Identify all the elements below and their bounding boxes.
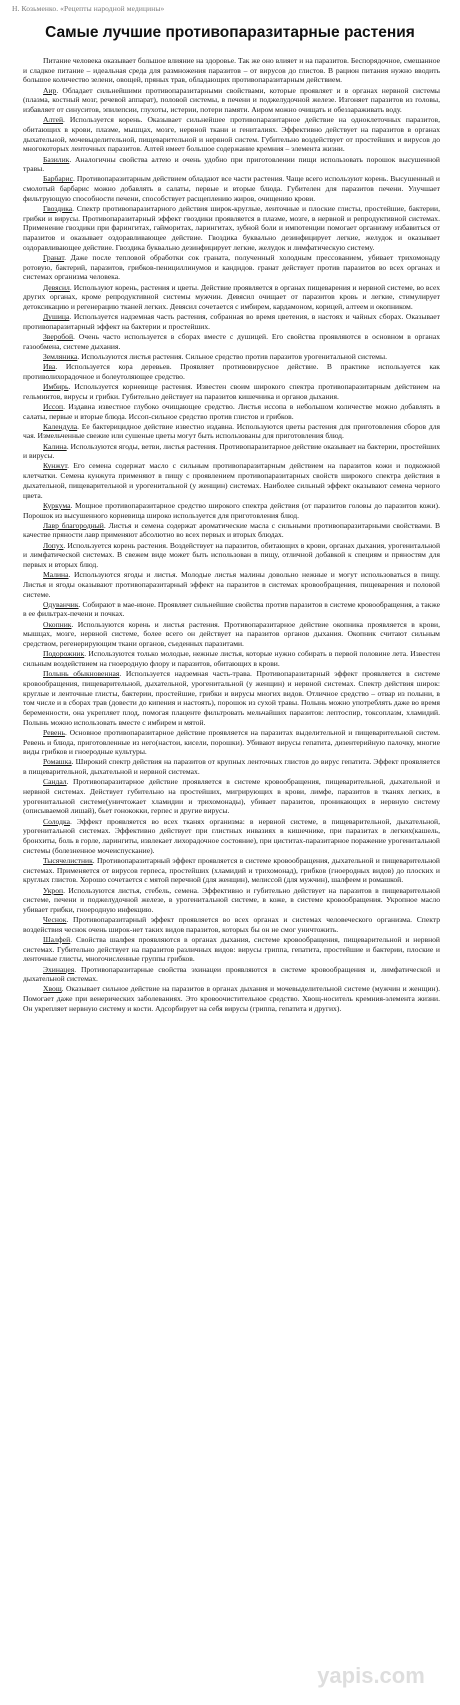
plant-entry: Девясил. Используют корень, растения и цветы. Действие проявляется в органах пищеварения и нервной системе, во всех других органах, кроме репродуктивной системы мужчин. Девясил очищает от паразитов кровь и легкие, стимулирует детоксикацию и регенерацию тканей легких. Девясил сочетается с имбирем, кардамоном, корицей, алтеем и окопником. [23, 282, 441, 312]
plant-entry: Хвощ. Оказывает сильное действие на паразитов в органах дыхания и мочевыделительной системе (мужчин и женщин). Помогает даже при венерических заболеваниях. Это кровоочистительное средство. Хвощ-носитель кремния-элемента жизни. Он укрепляет нервную систему и кости. Адсорбирует на себя вирусы (гриппа, гепатита и других). [23, 984, 441, 1013]
plant-description: Противопаразитарным действием обладают все части растения. Чаще всего используют корень. Высушенный и смолотый барбарис можно добавлять в салаты, первые и вторые блюда. Губителен для паразитов печени. Улучшает фильтрующую способности печени, способствует расщеплению жиров, очищению крови. [23, 174, 440, 203]
plant-name: Тысячелистник [43, 855, 93, 865]
plant-description: Широкий спектр действия на паразитов от крупных ленточных глистов до вирус гепатита. Эффект проявляется в пищеварительной, дыхательной и нервной системах. [23, 757, 441, 777]
plant-name: Аир [43, 85, 57, 95]
plant-entry: Алтей. Используется корень. Оказывает сильнейшее противопаразитарное действие на одноклеточных паразитов, обитающих в крови, плазме, мышцах, мозге, нервной ткани и гениталиях. Эффективно действует на паразитов в органах дыхательной, мочевыделительной, пищеварительной и нервной систем. Губительно воздействует от простейших и вирусов до многокоторых ленточных паразитов. Алтей имеет большое содержание кремния – элемента жизни. [23, 115, 441, 154]
plant-entry: Лопух. Используется корень растения. Воздействует на паразитов, обитающих в крови, органах дыхания, урогенитальной и лимфатической системах. В свежем виде может быть использован в пищу, отличной добавкой к специям и пряностям для первых и вторых блюд. [23, 540, 441, 569]
plant-name: Подорожник [43, 649, 85, 659]
plant-description: Используются только молодые, нежные листья, которые нужно собирать в первой половине лета. Известен сильным воздействием на гноеродную флору и паразитов, обитающих в крови. [23, 649, 441, 668]
plant-name: Полынь обыкновенная [43, 669, 120, 679]
plant-entry: Базилик. Аналогичны свойства алтею и очень удобно при приготовлении пищи использовать порошок высушенной травы. [23, 154, 440, 174]
plant-entry: Кунжут. Его семена содержат масло с сильным противопаразитарным действием на паразитов кожи и подкожной клетчатки. Семена кунжута применяют в пищу с проявлением противопаразитарных свойств широкого спектра действия в дыхательной, пищеварительной и урогенитальной (у женщин) системах. Наиболее сильный эффект оказывают семена черного цвета. [23, 461, 440, 500]
plant-name: Ива [43, 362, 56, 372]
plant-description: Используется корень растения. Воздействует на паразитов, обитающих в крови, органах дыхания, урогенитальной и лимфатической системах. В свежем виде может быть использован в пищу, отличной добавкой к специям и пряностям для первых и вторых блюд. [23, 540, 441, 569]
plant-description: Используется кора деревьев. Проявляет противовирусное действие. В практике используется как противолихорадочное и болеутоляющее средство. [23, 362, 440, 381]
plant-entry: Одуванчик. Собирают в мае-июне. Проявляет сильнейшие свойства против паразитов в системе кровообращения, а также в ее фильтрах-печени и почках. [23, 599, 440, 619]
plant-description: Очень часто используется в сборах вместе с душицей. Его свойства проявляются в основном в органах газообмена, системе дыхания. [23, 332, 440, 351]
plant-description: Даже после тепловой обработки сок граната, полученный холодным прессованием, убивает трихомонаду ротовую, бактерий, паразитов, грибков-пенициллинумов и кандидов. гранат действует против паразитов во всех органах и системах организма человека. [23, 253, 441, 282]
plant-entry: Калина. Используются ягоды, ветви, листья растения. Противопаразитарное действие оказывает на бактерии, простейших и вирусы. [23, 441, 440, 461]
plant-entry: Ива. Используется кора деревьев. Проявляет противовирусное действие. В практике используется как противолихорадочное и болеутоляющее средство. [23, 362, 440, 381]
plant-name: Зверобой [43, 332, 74, 342]
plant-description: Свойства шалфея проявляются в органах дыхания, системе кровообращения, пищеварительной и нервной системах. Губительно действует на паразитов различных видов: вирусы гриппа, гепатита, простейшие и бактерии, плоские и ленточные глисты, многочисленные группы грибков. [23, 934, 440, 964]
plant-name: Кунжут [43, 461, 68, 471]
running-header: Н. Козьменко. «Рецепты народной медицины» [12, 4, 165, 13]
plant-description: Используют корень, растения и цветы. Действие проявляется в органах пищеварения и нервной системе, во всех других органах, кроме репродуктивной системы мужчин. Девясил очищает от паразитов кровь и легкие, стимулирует детоксикацию и регенерацию тканей легких. Девясил сочетается с имбирем, кардамоном, корицей, алтеем и окопником. [23, 282, 441, 312]
plant-name: Чеснок [43, 915, 67, 925]
plant-name: Окопник [43, 619, 72, 629]
plant-description: Листья и семена содержат ароматические масла с сильными противопаразитарными свойствами. В качестве пряности лавр применяют абсолютно во всех первых и вторых блюдах. [23, 520, 441, 540]
plant-description: Используются листья растения. Сильное средство против паразитов урогенитальной системы. [81, 351, 387, 361]
plant-description: Основное противопаразитарное действие проявляется на паразитах выделительной и пищеварительной систем. Ревень и блюда, приготовленные из него(настои, кисели, порошки). Убивают вирусы гепатита, дизентерийную палочку, многие виды грибков и гноеродные культуры. [23, 727, 441, 757]
plant-entry: Эхинацея. Противопаразитарные свойства эхинацеи проявляются в системе кровообращения и, лимфатической и дыхательной системах. [23, 964, 441, 984]
plant-entry: Иссоп. Издавна известное глубоко очищающее средство. Листья иссопа в небольшом количестве можно добавлять в салаты, первые и вторые блюда. Иссоп-сильное средство против глистов и грибков. [23, 401, 441, 421]
plant-entry: Гвоздика. Спектр противопаразитарного действия широк-круглые, ленточные и плоские глисты, простейшие, бактерии, грибки и вирусы. Противопаразитарный эффект гвоздики проявляется в плазме, мозге, в нервной и репродуктивной системах. Применение гвоздики при фарингитах, гайморитах, ларингитах, зубной боли и импотенции помогает организму избавиться от паразитов и оказывает оздоравливающее действие. Гвоздика буквально дезинфицирует легкие, желудок и оказывает оздоравливающее действие. Гвоздика буквально дезинфицирует легкие, желудок и лимфатическую систему. [23, 203, 440, 252]
plant-name: Имбирь [43, 381, 69, 391]
plant-entry: Подорожник. Используются только молодые, нежные листья, которые нужно собирать в первой половине лета. Известен сильным воздействием на гноеродную флору и паразитов, обитающих в крови. [23, 649, 441, 668]
plant-name: Алтей [43, 115, 64, 125]
plant-entry: Имбирь. Используется корневище растения. Известен своим широкого спектра противопаразитарным действием на гельминтов, вирусы и грибки. Губительно действует на паразитов кишечника и органов дыхания. [23, 381, 441, 401]
plant-description: Противопаразитарное действие проявляется в системе кровообращения, пищеварительной, дыхательной и нервной системах. Действует губительно на простейших, мигрирующих в крови, лимфе, паразитов в тканях легких, в урогенитальной системе(уничтожает хламидии и трихомонады), убивает паразитов, проникающих в нервную систему (описываемой лишай), бьет гонококки, герпес и другие вирусы. [23, 777, 440, 816]
plant-name: Ромашка [43, 757, 72, 767]
plant-description: Противопаразитарный эффект проявляется во всех органах и системах человеческого организма. Спектр воздействия чеснок очень широк-нет таких видов паразитов, которых бы он не смог уничтожить. [23, 915, 440, 934]
plant-description: Аналогичны свойства алтею и очень удобно при приготовлении пищи использовать порошок высушенной травы. [23, 154, 440, 174]
plant-description: Обладает сильнейшими противопаразитарными свойствами, которые проявляет и в органах нервной системы (плазма, костный мозг, речевой аппарат), половой системы, в печени и поджелудочной железе. Изгоняет паразитов из головы, избавляет от синуситов, эпилепсии, глухоты, истерии, потери памяти. Аиром можно очищать и обеззараживать воду. [23, 85, 441, 115]
plant-entry: Солодка. Эффект проявляется во всех тканях организма: в нервной системе, в пищеварительной, дыхательной, урогенитальной системах. Эффективно действует при глистных инвазиях в кишечнике, при паразитах в легких(кашель, бронхиты, боль в горле, ларингиты, извлекает лихорадочное состояние), при циститах-паразитарное поражение урогенитальной системы (болезненное мочеиспускание). [23, 816, 440, 855]
watermark-logo [296, 1659, 446, 1691]
plant-entry: Ромашка. Широкий спектр действия на паразитов от крупных ленточных глистов до вирус гепатита. Эффект проявляется в пищеварительной, дыхательной и нервной системах. [23, 757, 441, 777]
plant-entry: Ревень. Основное противопаразитарное действие проявляется на паразитах выделительной и пищеварительной систем. Ревень и блюда, приготовленные из него(настои, кисели, порошки). Убивают вирусы гепатита, дизентерийную палочку, многие виды грибков и гноеродные культуры. [23, 727, 441, 757]
plant-description: Используется надземная часть-трава. Противопаразитарный эффект проявляется в системе кровообращения, пищеварительной, дыхательной, урогенитальной (у женщин) и нервной системах. Спектр действия широк: круглые и ленточные глисты, бактерии, простейшие, грибки и вирусы многих видов. Отличное средство – отвар из полыни, в том числе и в сборах трав (довести до кипения и настоять), порошок из сухой травы. Полынь можно употреблять даже во время беременности, она укрепляет плод, помогая плаценте фильтровать мельчайших паразитов: лептоспир, токсоплазм, хламидий. Полынь можно использовать вместе с имбирем и мятой. [23, 669, 440, 727]
plant-description: Используются корень и листья растения. Противопаразитарное действие окопника проявляется в крови, мышцах, мозге, нервной системе, более всего он действует на паразитов органов дыхания. Окопник считают сильным средством, регенерирующим ткани органов, съеденных паразитами. [23, 619, 440, 649]
plant-description: Ее бактерицидное действие известно издавна. Используются цветы растения для приготовления сборов для чая. Измельченные свежие или сушеные цветы могут быть использованы для приготовления блюд. [23, 421, 440, 441]
plant-description: Спектр противопаразитарного действия широк-круглые, ленточные и плоские глисты, простейшие, бактерии, грибки и вирусы. Противопаразитарный эффект гвоздики проявляется в плазме, мозге, в нервной и репродуктивной системах. Применение гвоздики при фарингитах, гайморитах, ларингитах, зубной боли и импотенции помогает организму избавиться от паразитов и оказывает оздоравливающее действие. Гвоздика буквально дезинфицирует легкие, желудок и оказывает оздоравливающее действие. Гвоздика буквально дезинфицирует легкие, желудок и лимфатическую систему. [23, 203, 440, 252]
plant-entry: Чеснок. Противопаразитарный эффект проявляется во всех органах и системах человеческого организма. Спектр воздействия чеснок очень широк-нет таких видов паразитов, которых бы он не смог уничтожить. [23, 915, 440, 934]
article-body [23, 56, 440, 1699]
plant-name: Малина [43, 570, 69, 580]
plant-description: Издавна известное глубоко очищающее средство. Листья иссопа в небольшом количестве можно добавлять в салаты, первые и вторые блюда. Иссоп-сильное средство против глистов и грибков. [23, 401, 441, 421]
plant-description: Его семена содержат масло с сильным противопаразитарным действием на паразитов кожи и подкожной клетчатки. Семена кунжута применяют в пищу с проявлением противопаразитарных свойств широкого спектра действия в дыхательной, пищеварительной и урогенитальной (у женщин) системах. Наиболее сильный эффект оказывают семена черного цвета. [23, 461, 440, 500]
plant-name: Девясил [43, 282, 70, 292]
plant-description: Оказывает сильное действие на паразитов в органах дыхания и мочевыделительной системе (мужчин и женщин). Помогает даже при венерических заболеваниях. Это кровоочистительное средство. Хвощ-носитель кремния-элемента жизни. Он укрепляет нервную систему и кости. Адсорбирует на себя вирусы (гриппа, гепатита и других). [23, 984, 441, 1013]
plant-entry: Полынь обыкновенная. Используется надземная часть-трава. Противопаразитарный эффект проявляется в системе кровообращения, пищеварительной, дыхательной, урогенитальной (у женщин) и нервной системах. Спектр действия широк: круглые и ленточные глисты, бактерии, простейшие, грибки и вирусы многих видов. Отличное средство – отвар из полыни, в том числе и в сборах трав (довести до кипения и настоять), порошок из сухой травы. Полынь можно употреблять даже во время беременности, она укрепляет плод, помогая плаценте фильтровать мельчайших паразитов: лептоспир, токсоплазм, хламидий. Полынь можно использовать вместе с имбирем и мятой. [23, 669, 440, 727]
plant-entry: Земляника. Используются листья растения. Сильное средство против паразитов урогенитальной системы. [43, 351, 387, 361]
plant-description: Используются листья, стебель, семена. Эффективно и губительно действует на паразитов в пищеварительной системе, печени и поджелудочной железе, в урогенитальной системе, в коже, в системе кровообращения. Укропное масло убивает грибки, гноеродную инфекцию. [23, 885, 441, 914]
plant-entry: Окопник. Используются корень и листья растения. Противопаразитарное действие окопника проявляется в крови, мышцах, мозге, нервной системе, более всего он действует на паразитов органов дыхания. Окопник считают сильным средством, регенерирующим ткани органов, съеденных паразитами. [23, 619, 440, 649]
plant-entry: Гранат. Даже после тепловой обработки сок граната, полученный холодным прессованием, убивает трихомонаду ротовую, бактерий, паразитов, грибков-пенициллинумов и кандидов. гранат действует против паразитов во всех органах и системах организма человека. [23, 253, 441, 282]
plant-description: Используются ягоды и листья. Молодые листья малины довольно нежные и могут использоваться в пищу. Листья и ягоды оказывают противопаразитарный эффект на паразитов в системах кровообращения, пищеварения и половой системе. [23, 570, 441, 599]
plant-description: Мощное противопаразитарное средство широкого спектра действия (от паразитов головы до паразитов кожи). Порошок из высушенного корневища широко используется для приготовления блюд. [23, 500, 440, 520]
plant-name: Гвоздика [43, 203, 73, 213]
plant-name: Хвощ [43, 984, 62, 994]
plant-name: Шалфей [43, 934, 71, 944]
plant-entry: Барбарис. Противопаразитарным действием обладают все части растения. Чаще всего используют корень. Высушенный и смолотый барбарис можно добавлять в салаты, первые и вторые блюда. Губителен для паразитов печени. Улучшает фильтрующую способности печени, способствует расщеплению жиров, очищению крови. [23, 174, 440, 203]
plant-entry: Душица. Используется надземная часть растения, собранная во время цветения, в настоях и чайных сборах. Оказывает противопаразитарный эффект на бактерии и простейших. [23, 312, 440, 331]
plant-name: Календула [43, 421, 78, 431]
plant-name: Эхинацея [43, 964, 75, 974]
svg-text:yapis.com: yapis.com [317, 1663, 425, 1688]
plant-description: Используется корневище растения. Известен своим широкого спектра противопаразитарным действием на гельминтов, вирусы и грибки. Губительно действует на паразитов кишечника и органов дыхания. [23, 381, 441, 401]
plant-description: Противопаразитарный эффект проявляется в системе кровообращения, дыхательной и пищеварительной системах. Применяется от вирусов герпеса, простейших (хламидий и трихомонад), грибков (гноеродных видов) до плоских и круглых глистов. Хорошо сочетается с мятой перечной (для женщин), мелиссой (для мужчин), шалфеем и ромашкой. [23, 855, 440, 885]
plant-name: Лопух [43, 540, 64, 550]
plant-name: Гранат [43, 253, 65, 262]
plant-name: Калина [43, 441, 67, 451]
plant-entry: Малина. Используются ягоды и листья. Молодые листья малины довольно нежные и могут использоваться в пищу. Листья и ягоды оказывают противопаразитарный эффект на паразитов в системах кровообращения, пищеварения и половой системе. [23, 570, 441, 599]
plant-description: Собирают в мае-июне. Проявляет сильнейшие свойства против паразитов в системе кровообращения, а также в ее фильтрах-печени и почках. [23, 599, 440, 619]
intro-paragraph: Питание человека оказывает большое влияние на здоровье. Так же оно влияет и на паразитов. Беспорядочное, смешанное и сладкое питание – идеальная среда для размножения паразитов – от вирусов до глистов. В рацион питания нужно вводить большое количество зелени, овощей, пряных трав, обладающих противопаразитарным действием. [23, 56, 440, 85]
article-title: Самые лучшие противопаразитарные растения [45, 24, 415, 41]
plant-description: Используются ягоды, ветви, листья растения. Противопаразитарное действие оказывает на бактерии, простейших и вирусы. [23, 441, 440, 461]
plant-name: Одуванчик [43, 599, 79, 609]
plant-description: Противопаразитарные свойства эхинацеи проявляются в системе кровообращения и, лимфатической и дыхательной системах. [23, 964, 441, 984]
plant-entry: Куркума. Мощное противопаразитарное средство широкого спектра действия (от паразитов головы до паразитов кожи). Порошок из высушенного корневища широко используется для приготовления блюд. [23, 500, 440, 520]
plant-entry: Тысячелистник. Противопаразитарный эффект проявляется в системе кровообращения, дыхательной и пищеварительной системах. Применяется от вирусов герпеса, простейших (хламидий и трихомонад), грибков (гноеродных видов) до плоских и круглых глистов. Хорошо сочетается с мятой перечной (для женщин), мелиссой (для мужчин), шалфеем и ромашкой. [23, 855, 440, 885]
plant-description: Эффект проявляется во всех тканях организма: в нервной системе, в пищеварительной, дыхательной, урогенитальной системах. Эффективно действует при глистных инвазиях в кишечнике, при паразитах в легких(кашель, бронхиты, боль в горле, ларингиты, извлекает лихорадочное состояние), при циститах-паразитарное поражение урогенитальной системы (болезненное мочеиспускание). [23, 816, 440, 855]
plant-description: Используется надземная часть растения, собранная во время цветения, в настоях и чайных сборах. Оказывает противопаразитарный эффект на бактерии и простейших. [23, 312, 440, 331]
plant-entry: Шалфей. Свойства шалфея проявляются в органах дыхания, системе кровообращения, пищеварительной и нервной системах. Губительно действует на паразитов различных видов: вирусы гриппа, гепатита, простейшие и бактерии, плоские и ленточные глисты, многочисленные группы грибков. [23, 934, 440, 964]
plant-name: Куркума [43, 500, 71, 510]
plant-name: Душица [43, 312, 70, 322]
plant-entry: Сандал. Противопаразитарное действие проявляется в системе кровообращения, пищеварительной, дыхательной и нервной системах. Действует губительно на простейших, мигрирующих в крови, лимфе, паразитов в тканях легких, в урогенитальной системе(уничтожает хламидии и трихомонады), убивает паразитов, проникающих в нервную систему (описываемой лишай), бьет гонококки, герпес и другие вирусы. [23, 777, 440, 816]
plant-name: Земляника [43, 351, 78, 361]
plant-name: Солодка [43, 816, 70, 826]
plant-entry: Аир. Обладает сильнейшими противопаразитарными свойствами, которые проявляет и в органах нервной системы (плазма, костный мозг, речевой аппарат), половой системы, в печени и поджелудочной железе. Изгоняет паразитов из головы, избавляет от синуситов, эпилепсии, глухоты, истерии, потери памяти. Аиром можно очищать и обеззараживать воду. [23, 85, 441, 115]
plant-description: Используется корень. Оказывает сильнейшее противопаразитарное действие на одноклеточных паразитов, обитающих в крови, плазме, мышцах, мозге, нервной ткани и гениталиях. Эффективно действует на паразитов в органах дыхательной, мочевыделительной, пищеварительной и нервной систем. Губительно воздействует от простейших и вирусов до многокоторых ленточных паразитов. Алтей имеет большое содержание кремния – элемента жизни. [23, 115, 441, 154]
plant-list [23, 86, 440, 1014]
plant-name: Сандал [43, 777, 67, 787]
plant-name: Иссоп [43, 401, 64, 411]
plant-name: Барбарис [43, 174, 73, 184]
plant-name: Укроп [43, 885, 64, 895]
plant-name: Лавр благородный [43, 520, 104, 530]
plant-entry: Календула. Ее бактерицидное действие известно издавна. Используются цветы растения для приготовления сборов для чая. Измельченные свежие или сушеные цветы могут быть использованы для приготовления блюд. [23, 421, 440, 441]
plant-name: Базилик [43, 154, 70, 164]
plant-entry: Укроп. Используются листья, стебель, семена. Эффективно и губительно действует на паразитов в пищеварительной системе, печени и поджелудочной железе, в урогенитальной системе, в коже, в системе кровообращения. Укропное масло убивает грибки, гноеродную инфекцию. [23, 885, 441, 914]
plant-entry: Лавр благородный. Листья и семена содержат ароматические масла с сильными противопаразитарными свойствами. В качестве пряности лавр применяют абсолютно во всех первых и вторых блюдах. [23, 520, 441, 540]
plant-name: Ревень [43, 727, 65, 737]
plant-entry: Зверобой. Очень часто используется в сборах вместе с душицей. Его свойства проявляются в основном в органах газообмена, системе дыхания. [23, 332, 440, 351]
